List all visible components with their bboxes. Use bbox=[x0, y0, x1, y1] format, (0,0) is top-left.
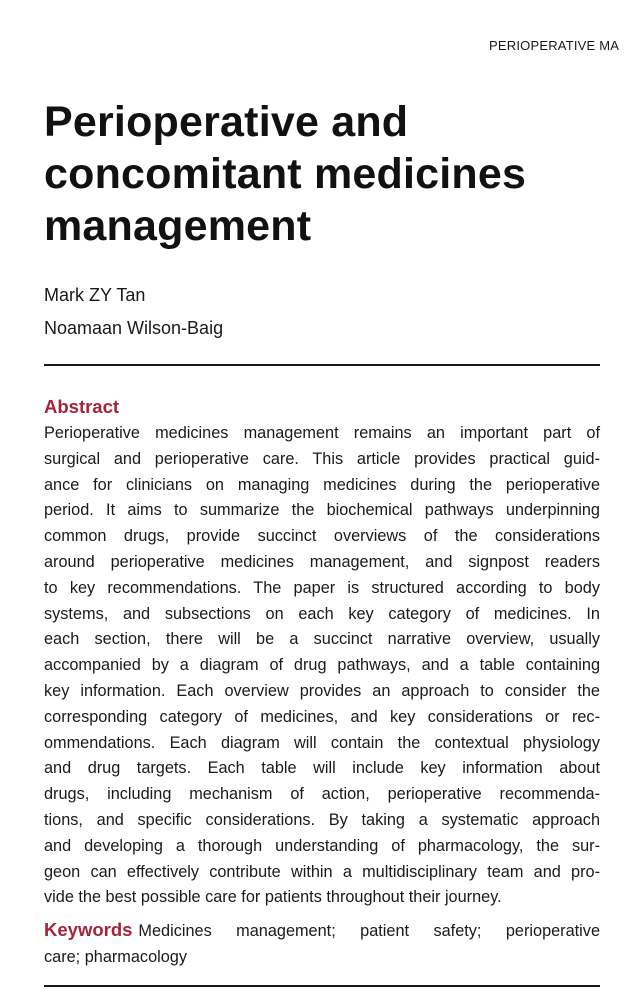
abstract-line: key information. Each overview provides an approach to consider the bbox=[44, 681, 600, 700]
keywords-line: care; pharmacology bbox=[44, 947, 187, 966]
abstract-line: period. It aims to summarize the biochemical pathways underpinning bbox=[44, 501, 600, 520]
keywords-label: Keywords bbox=[44, 919, 133, 940]
abstract-line: accompanied by a diagram of drug pathways, and a table containing bbox=[44, 656, 600, 675]
abstract-line: corresponding category of medicines, and key considerations or rec- bbox=[44, 707, 600, 726]
abstract-line: around perioperative medicines management, and signpost readers bbox=[44, 552, 600, 571]
section-divider bbox=[44, 985, 600, 987]
running-header: PERIOPERATIVE MA bbox=[489, 38, 620, 53]
abstract-line: Perioperative medicines management remains an important part of bbox=[44, 424, 600, 442]
article-title: Perioperative and concomitant medicines management bbox=[44, 98, 527, 250]
keywords-line bbox=[44, 917, 600, 945]
keywords-block bbox=[44, 917, 600, 971]
abstract-line: common drugs, provide succinct overviews of the considerations bbox=[44, 527, 600, 546]
abstract-heading: Abstract bbox=[44, 396, 120, 417]
keywords-list: Medicines management; patient safety; perioperative bbox=[138, 922, 600, 940]
abstract-line: to key recommendations. The paper is structured according to body bbox=[44, 578, 600, 597]
author-name: Noamaan Wilson-Baig bbox=[44, 318, 224, 338]
abstract-line: ommendations. Each diagram will contain the contextual physiology bbox=[44, 733, 600, 752]
abstract-line: vide the best possible care for patients throughout their journey. bbox=[44, 888, 502, 907]
abstract-line: ance for clinicians on managing medicines during the perioperative bbox=[44, 475, 600, 494]
abstract-body bbox=[44, 421, 600, 911]
abstract-line: surgical and perioperative care. This article provides practical guid- bbox=[44, 449, 600, 468]
abstract-line: each section, there will be a succinct narrative overview, usually bbox=[44, 630, 600, 649]
abstract-line: drugs, including mechanism of action, perioperative recommenda- bbox=[44, 785, 600, 804]
abstract-line: tions, and specific considerations. By taking a systematic approach bbox=[44, 810, 600, 829]
abstract-line: systems, and subsections on each key category of medicines. In bbox=[44, 604, 600, 623]
abstract-line: and developing a thorough understanding of pharmacology, the sur- bbox=[44, 836, 600, 855]
author-name: Mark ZY Tan bbox=[44, 285, 146, 305]
abstract-line: and drug targets. Each table will include key information about bbox=[44, 759, 600, 778]
abstract-line: geon can effectively contribute within a multidisciplinary team and pro- bbox=[44, 862, 600, 881]
section-divider bbox=[44, 364, 600, 366]
